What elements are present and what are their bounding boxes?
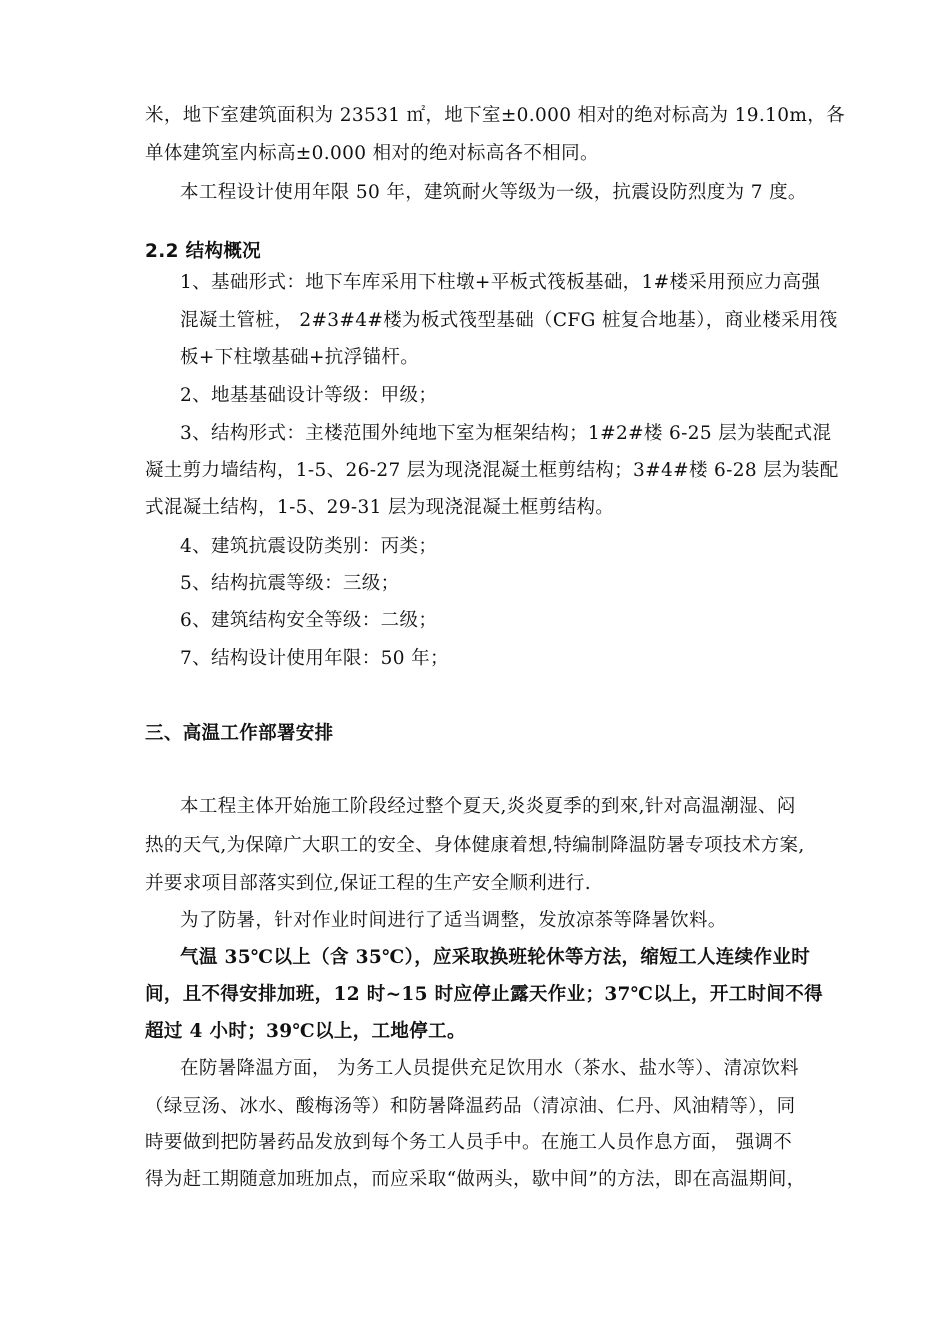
emphasized-text-line: 气温 35℃以上（含 35℃），应采取换班轮休等方法，缩短工人连续作业时 <box>180 947 811 968</box>
body-text-line: 并要求项目部落实到位,保证工程的生产安全顺利进行. <box>145 873 592 894</box>
list-item-continuation: 混凝土管桩， 2#3#4#楼为板式筏型基础（CFG 桩复合地基），商业楼采用筏 <box>180 310 838 331</box>
list-item: 7、结构设计使用年限：50 年； <box>180 648 449 669</box>
body-text-line: 時要做到把防暑药品发放到每个务工人员手中。在施工人员作息方面， 强调不 <box>145 1132 793 1153</box>
body-text-line: 本工程设计使用年限 50 年，建筑耐火等级为一级，抗震设防烈度为 7 度。 <box>180 182 807 203</box>
list-item: 1、基础形式：地下车库采用下柱墩+平板式筏板基础，1#楼采用预应力高强 <box>180 272 821 293</box>
list-item: 2、地基基础设计等级：甲级； <box>180 385 438 406</box>
list-item: 5、结构抗震等级：三级； <box>180 573 400 594</box>
emphasized-text-line: 超过 4 小时；39℃以上，工地停工。 <box>145 1021 466 1042</box>
list-item: 4、建筑抗震设防类别：丙类； <box>180 536 438 557</box>
list-item: 6、建筑结构安全等级：二级； <box>180 610 438 631</box>
emphasized-text-line: 间，且不得安排加班，12 时~15 时应停止露天作业；37℃以上，开工时间不得 <box>145 984 823 1005</box>
body-text-line: 热的天气,为保障广大职工的安全、身体健康着想,特编制降温防暑专项技术方案, <box>145 835 805 856</box>
chapter-heading: 三、高温工作部署安排 <box>145 723 334 744</box>
body-text-line: 米，地下室建筑面积为 23531 ㎡，地下室±0.000 相对的绝对标高为 19.10m，各 <box>145 105 845 126</box>
body-text-line: 在防暑降温方面， 为务工人员提供充足饮用水（茶水、盐水等）、清凉饮料 <box>180 1058 800 1079</box>
body-text-line: 本工程主体开始施工阶段经过整个夏天,炎炎夏季的到來,针对高温潮湿、闷 <box>180 796 796 817</box>
section-heading: 2.2 结构概况 <box>145 241 262 262</box>
body-text-line: 为了防暑，针对作业时间进行了适当调整，发放凉茶等降暑饮料。 <box>180 910 727 931</box>
body-text-line: 单体建筑室内标高±0.000 相对的绝对标高各不相同。 <box>145 143 599 164</box>
list-item-continuation: 板+下柱墩基础+抗浮锚杆。 <box>180 347 420 368</box>
body-text-line: （绿豆汤、冰水、酸梅汤等）和防暑降温药品（清凉油、仁丹、风油精等），同 <box>145 1096 796 1117</box>
list-item-continuation: 式混凝土结构，1-5、29-31 层为现浇混凝土框剪结构。 <box>145 497 615 518</box>
list-item: 3、结构形式：主楼范围外纯地下室为框架结构；1#2#楼 6-25 层为装配式混 <box>180 423 832 444</box>
list-item-continuation: 凝土剪力墙结构，1-5、26-27 层为现浇混凝土框剪结构；3#4#楼 6-28 层为装配 <box>145 460 839 481</box>
body-text-line: 得为赶工期随意加班加点，而应采取“做两头，歇中间”的方法，即在高温期间， <box>145 1169 806 1190</box>
